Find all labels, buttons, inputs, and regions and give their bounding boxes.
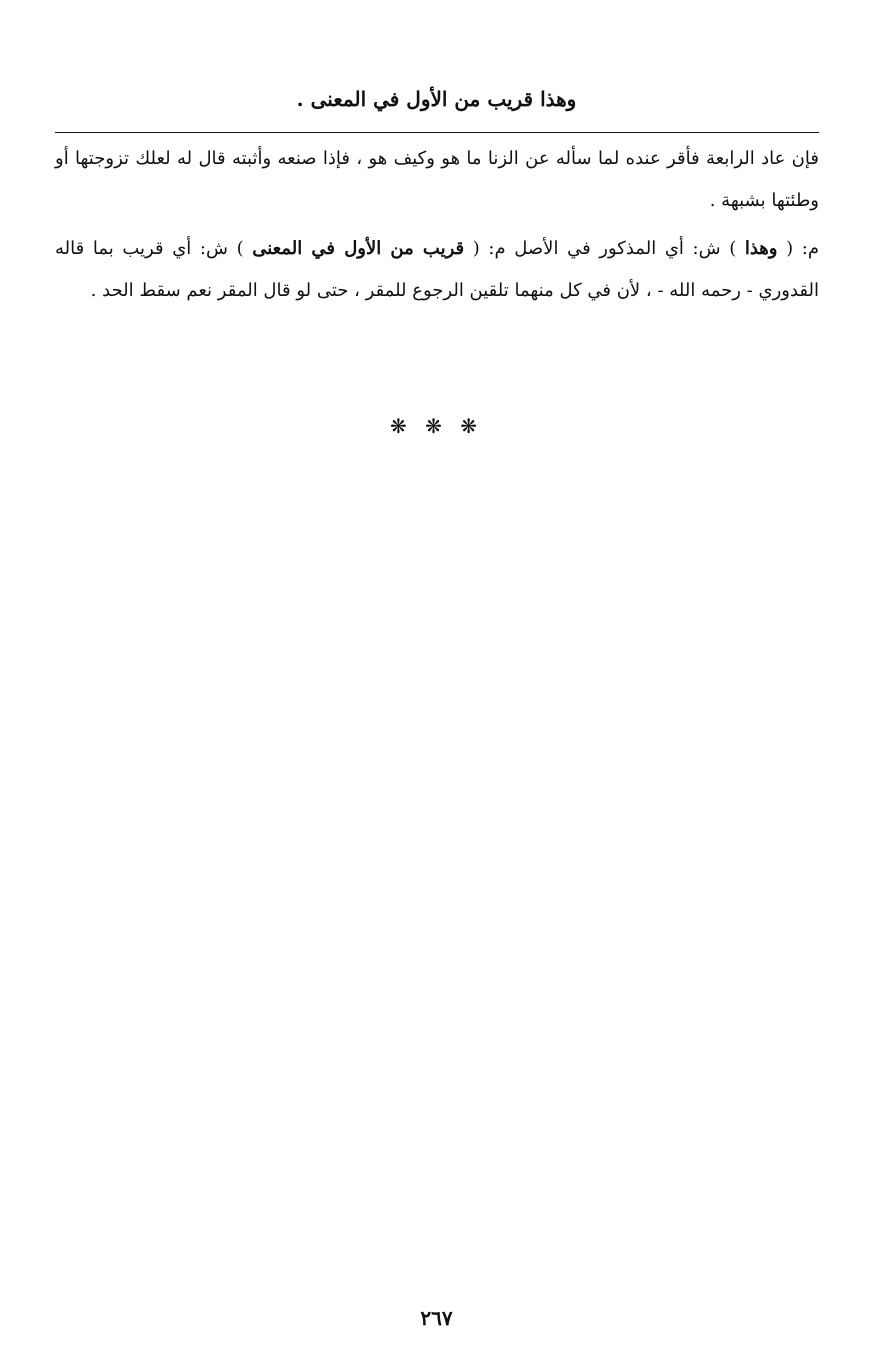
quoted-text-2: قريب من الأول في المعنى	[252, 238, 465, 259]
quoted-text-1: وهذا	[744, 238, 778, 259]
main-text: وهذا قريب من الأول في المعنى .	[296, 87, 577, 111]
commentary-text-1: ) ش: أي المذكور في الأصل م: (	[472, 238, 737, 259]
divider-rule	[55, 132, 819, 133]
section-separator: ❋ ❋ ❋	[390, 414, 483, 438]
commentary-paragraph-1: فإن عاد الرابعة فأقر عنده لما سأله عن الزنا ما هو وكيف هو ، فإذا صنعه وأثبته قال له لعلك تزوجتها أو وطئتها بشبهة .	[55, 148, 819, 211]
commentary-paragraph-2	[55, 228, 819, 312]
commentary-marker-m1: م: (	[786, 238, 819, 259]
page-number: ٢٦٧	[420, 1306, 453, 1330]
commentary-text-2: ) ش: أي قريب بما قاله القدوري - رحمه الله - ، لأن في كل منهما تلقين الرجوع للمقر ، حتى لو قال المقر نعم سقط الحد .	[55, 238, 819, 301]
